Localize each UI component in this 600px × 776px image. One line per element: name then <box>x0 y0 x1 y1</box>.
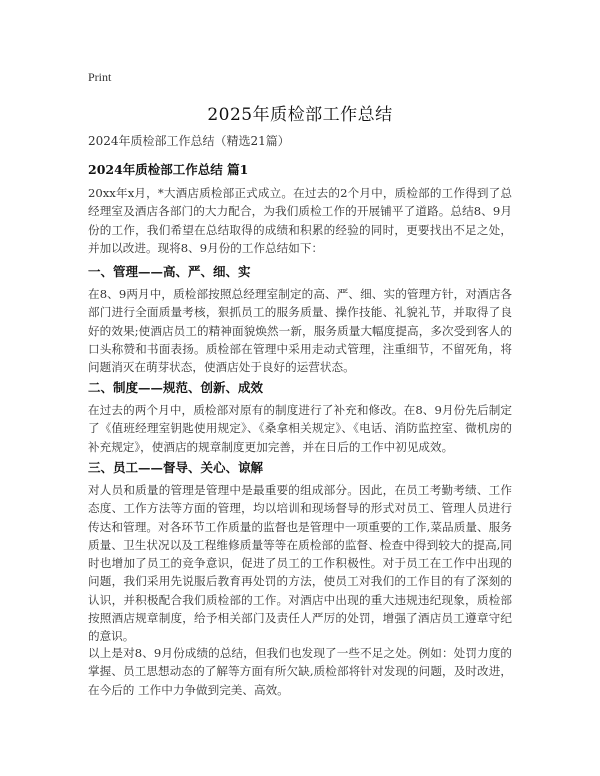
section-heading-rules: 二、制度——规范、创新、成效 <box>88 380 264 395</box>
section-paragraph-rules: 在过去的两个月中，质检部对原有的制度进行了补充和修改。在8、9月份先后制定了《值班经理室钥匙使用规定》、《桑拿相关规定》、《电话、消防监控室、微机房的补充规定》，使酒店的规章制度更加完善，并在日后的工作中初见成效。 <box>88 403 512 454</box>
article-heading: 2024年质检部工作总结 篇1 <box>88 162 249 177</box>
closing-paragraph: 以上是对8、9月份成绩的总结，但我们也发现了一些不足之处。例如：处罚力度的掌握、员工思想动态的了解等方面有所欠缺,质检部将针对发现的问题，及时改进，在今后的 工作中力争做到完美、高效。 <box>88 646 512 697</box>
document-subtitle: 2024年质检部工作总结（精选21篇） <box>88 134 290 148</box>
print-link[interactable]: Print <box>88 70 112 84</box>
intro-paragraph: 20xx年x月，*大酒店质检部正式成立。在过去的2个月中，质检部的工作得到了总经理室及酒店各部门的大力配合，为我们质检工作的开展铺平了道路。总结8、9月份的工作，我们希望在总结取得的成绩和积累的经验的同时，更要找出不足之处，并加以改进。现将8、9月份的工作总结如下： <box>88 186 512 255</box>
section-heading-management: 一、管理——高、严、细、实 <box>88 264 251 279</box>
section-heading-staff: 三、员工——督导、关心、谅解 <box>88 460 264 475</box>
section-paragraph-management: 在8、9两月中，质检部按照总经理室制定的高、严、细、实的管理方针，对酒店各部门进行全面质量考核，狠抓员工的服务质量、操作技能、礼貌礼节，并取得了良好的效果;使酒店员工的精神面貌焕然一新，服务质量大幅度提高，多次受到客人的口头称赞和书面表扬。质检部在管理中采用走动式管理，注重细节，不留死角，将问题消灭在萌芽状态，使酒店处于良好的运营状态。 <box>88 287 512 375</box>
document-title: 2025年质检部工作总结 <box>207 105 393 125</box>
section-paragraph-staff: 对人员和质量的管理是管理中是最重要的组成部分。因此，在员工考勤考绩、工作态度、工作方法等方面的管理，均以培训和现场督导的形式对员工、管理人员进行传达和管理。对各环节工作质量的监督也是管理中一项重要的工作,菜品质量、服务质量、卫生状况以及工程维修质量等等在质检部的监督、检查中得到较大的提高,同时也增加了员工的竞争意识，促进了员工的工作积极性。对于员工在工作中出现的问题，我们采用先说服后教育再处罚的方法，使员工对我们的工作目的有了深刻的认识，并积极配合我们质检部的工作。对酒店中出现的重大违规违纪现象，质检部按照酒店规章制度，给予相关部门及责任人严厉的处罚，增强了酒店员工遵章守纪的意识。 <box>88 483 512 644</box>
